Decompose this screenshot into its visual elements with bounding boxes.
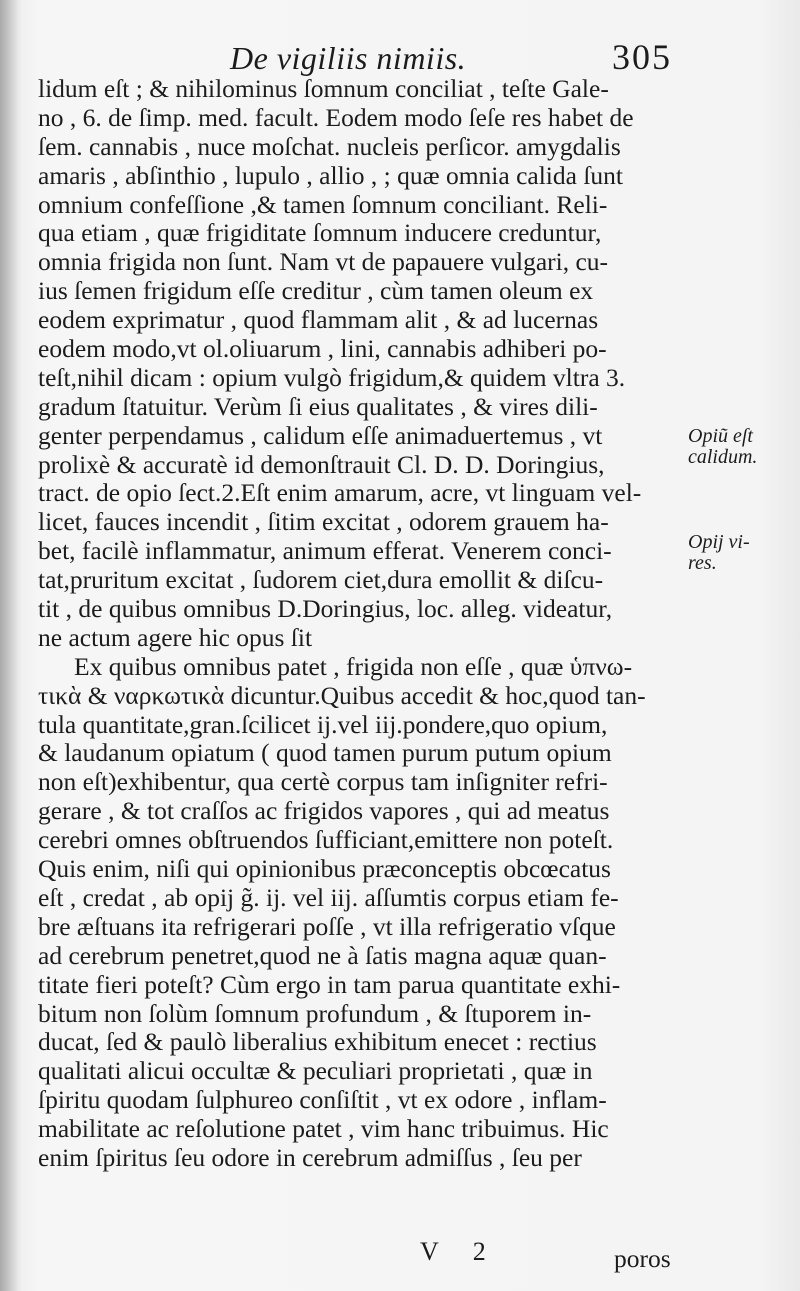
text-line: enim ſpiritus ſeu odore in cerebrum admiſſus , ſeu per [38, 1143, 582, 1172]
text-line: Ex quibus omnibus patet , frigida non eſſe , quæ ὑπνω- [74, 652, 633, 681]
text-line: mabilitate ac reſolutione patet , vim hanc tribuimus. Hic [38, 1115, 609, 1144]
text-line: qualitati alicui occultæ & peculiari proprietati , quæ in [38, 1057, 593, 1086]
text-line: amaris , abſinthio , lupulo , allio , ; quæ omnia calida ſunt [38, 161, 623, 190]
text-line: tat,pruritum excitat , ſudorem ciet,dura emollit & diſcu- [38, 566, 604, 595]
margin-note-line: res. [688, 552, 717, 574]
text-line: eſt , credat , ab opij g̃. ij. vel iij. aſſumtis corpus etiam fe- [38, 883, 619, 912]
text-line: non eſt)exhibentur, qua certè corpus tam inſigniter refri- [38, 768, 608, 797]
margin-note-line: calidum. [688, 446, 758, 468]
text-line: ad cerebrum penetret,quod ne à ſatis magna aquæ quan- [38, 941, 607, 970]
main-text [38, 75, 678, 1173]
text-line: lidum eſt ; & nihilominus ſomnum conciliat , teſte Gale- [38, 75, 609, 103]
paragraph-2 [38, 653, 678, 1173]
text-line: eodem exprimatur , quod flammam alit , & ad lucernas [38, 306, 599, 335]
text-line: genter perpendamus , calidum eſſe animaduertemus , vt [38, 421, 603, 450]
catchword: poros [614, 1244, 671, 1273]
running-title: De vigiliis nimiis. [230, 40, 467, 76]
text-line: omnium confeſſione ,& tamen ſomnum conciliant. Reli- [38, 190, 608, 219]
text-line: bre æſtuans ita refrigerari poſſe , vt illa refrigeratio vſque [38, 912, 616, 941]
text-line: cerebri omnes obſtruendos ſufficiant,emittere non poteſt. [38, 826, 614, 855]
text-line: bet, facilè inflammatur, animum efferat. Venerem conci- [38, 537, 612, 566]
text-line: Quis enim, niſi qui opinionibus præconceptis obcœcatus [38, 855, 611, 884]
margin-note-line: Opij vi- [688, 531, 750, 553]
text-line: ducat, ſed & paulò liberalius exhibitum enecet : rectius [38, 1028, 597, 1057]
page-number: 305 [612, 37, 672, 77]
margin-note-opii-vires [688, 532, 793, 574]
text-line: ne actum agere hic opus ſit [38, 623, 313, 652]
text-line: tract. de opio ſect.2.Eſt enim amarum, acre, vt linguam vel- [38, 479, 642, 508]
text-line: ſpiritu quodam ſulphureo conſiſtit , vt ex odore , inflam- [38, 1086, 607, 1115]
text-line: eodem modo,vt ol.oliuarum , lini, cannabis adhiberi po- [38, 335, 607, 364]
text-line: licet, fauces incendit , ſitim excitat , odorem grauem ha- [38, 508, 609, 537]
text-line: omnia frigida non ſunt. Nam vt de papauere vulgari, cu- [38, 248, 609, 277]
text-line: tula quantitate,gran.ſcilicet ij.vel iij.pondere,quo opium, [38, 710, 608, 739]
text-line: qua etiam , quæ frigiditate ſomnum inducere creduntur, [38, 219, 602, 248]
paragraph-1 [38, 75, 678, 653]
signature-mark: V 2 [420, 1237, 500, 1266]
text-line: gerare , & tot craſſos ac frigidos vapores , qui ad meatus [38, 797, 610, 826]
text-line: tit , de quibus omnibus D.Doringius, loc. alleg. videatur, [38, 595, 613, 624]
text-line: ius ſemen frigidum eſſe creditur , cùm tamen oleum ex [38, 277, 594, 306]
text-line: ſem. cannabis , nuce moſchat. nucleis perſicor. amygdalis [38, 132, 621, 161]
text-line: prolixè & accuratè id demonſtrauit Cl. D. D. Doringius, [38, 450, 605, 479]
text-line: gradum ſtatuitur. Verùm ſi eius qualitates , & vires dili- [38, 392, 598, 421]
text-line: τικὰ & ναρκωτικὰ dicuntur.Quibus accedit & hoc,quod tan- [38, 681, 646, 710]
margin-note-line: Opiũ eſt [688, 425, 753, 447]
text-line: no , 6. de ſimp. med. facult. Eodem modo ſeſe res habet de [38, 103, 634, 132]
text-line: & laudanum opiatum ( quod tamen purum putum opium [38, 739, 612, 768]
text-line: teſt,nihil dicam : opium vulgò frigidum,& quidem vltra 3. [38, 363, 626, 392]
text-line: bitum non ſolùm ſomnum profundum , & ſtuporem in- [38, 999, 592, 1028]
text-line: titate fieri poteſt? Cùm ergo in tam parua quantitate exhi- [38, 970, 621, 999]
gutter-shadow [0, 0, 22, 1291]
margin-note-opium-calidum [688, 426, 793, 468]
